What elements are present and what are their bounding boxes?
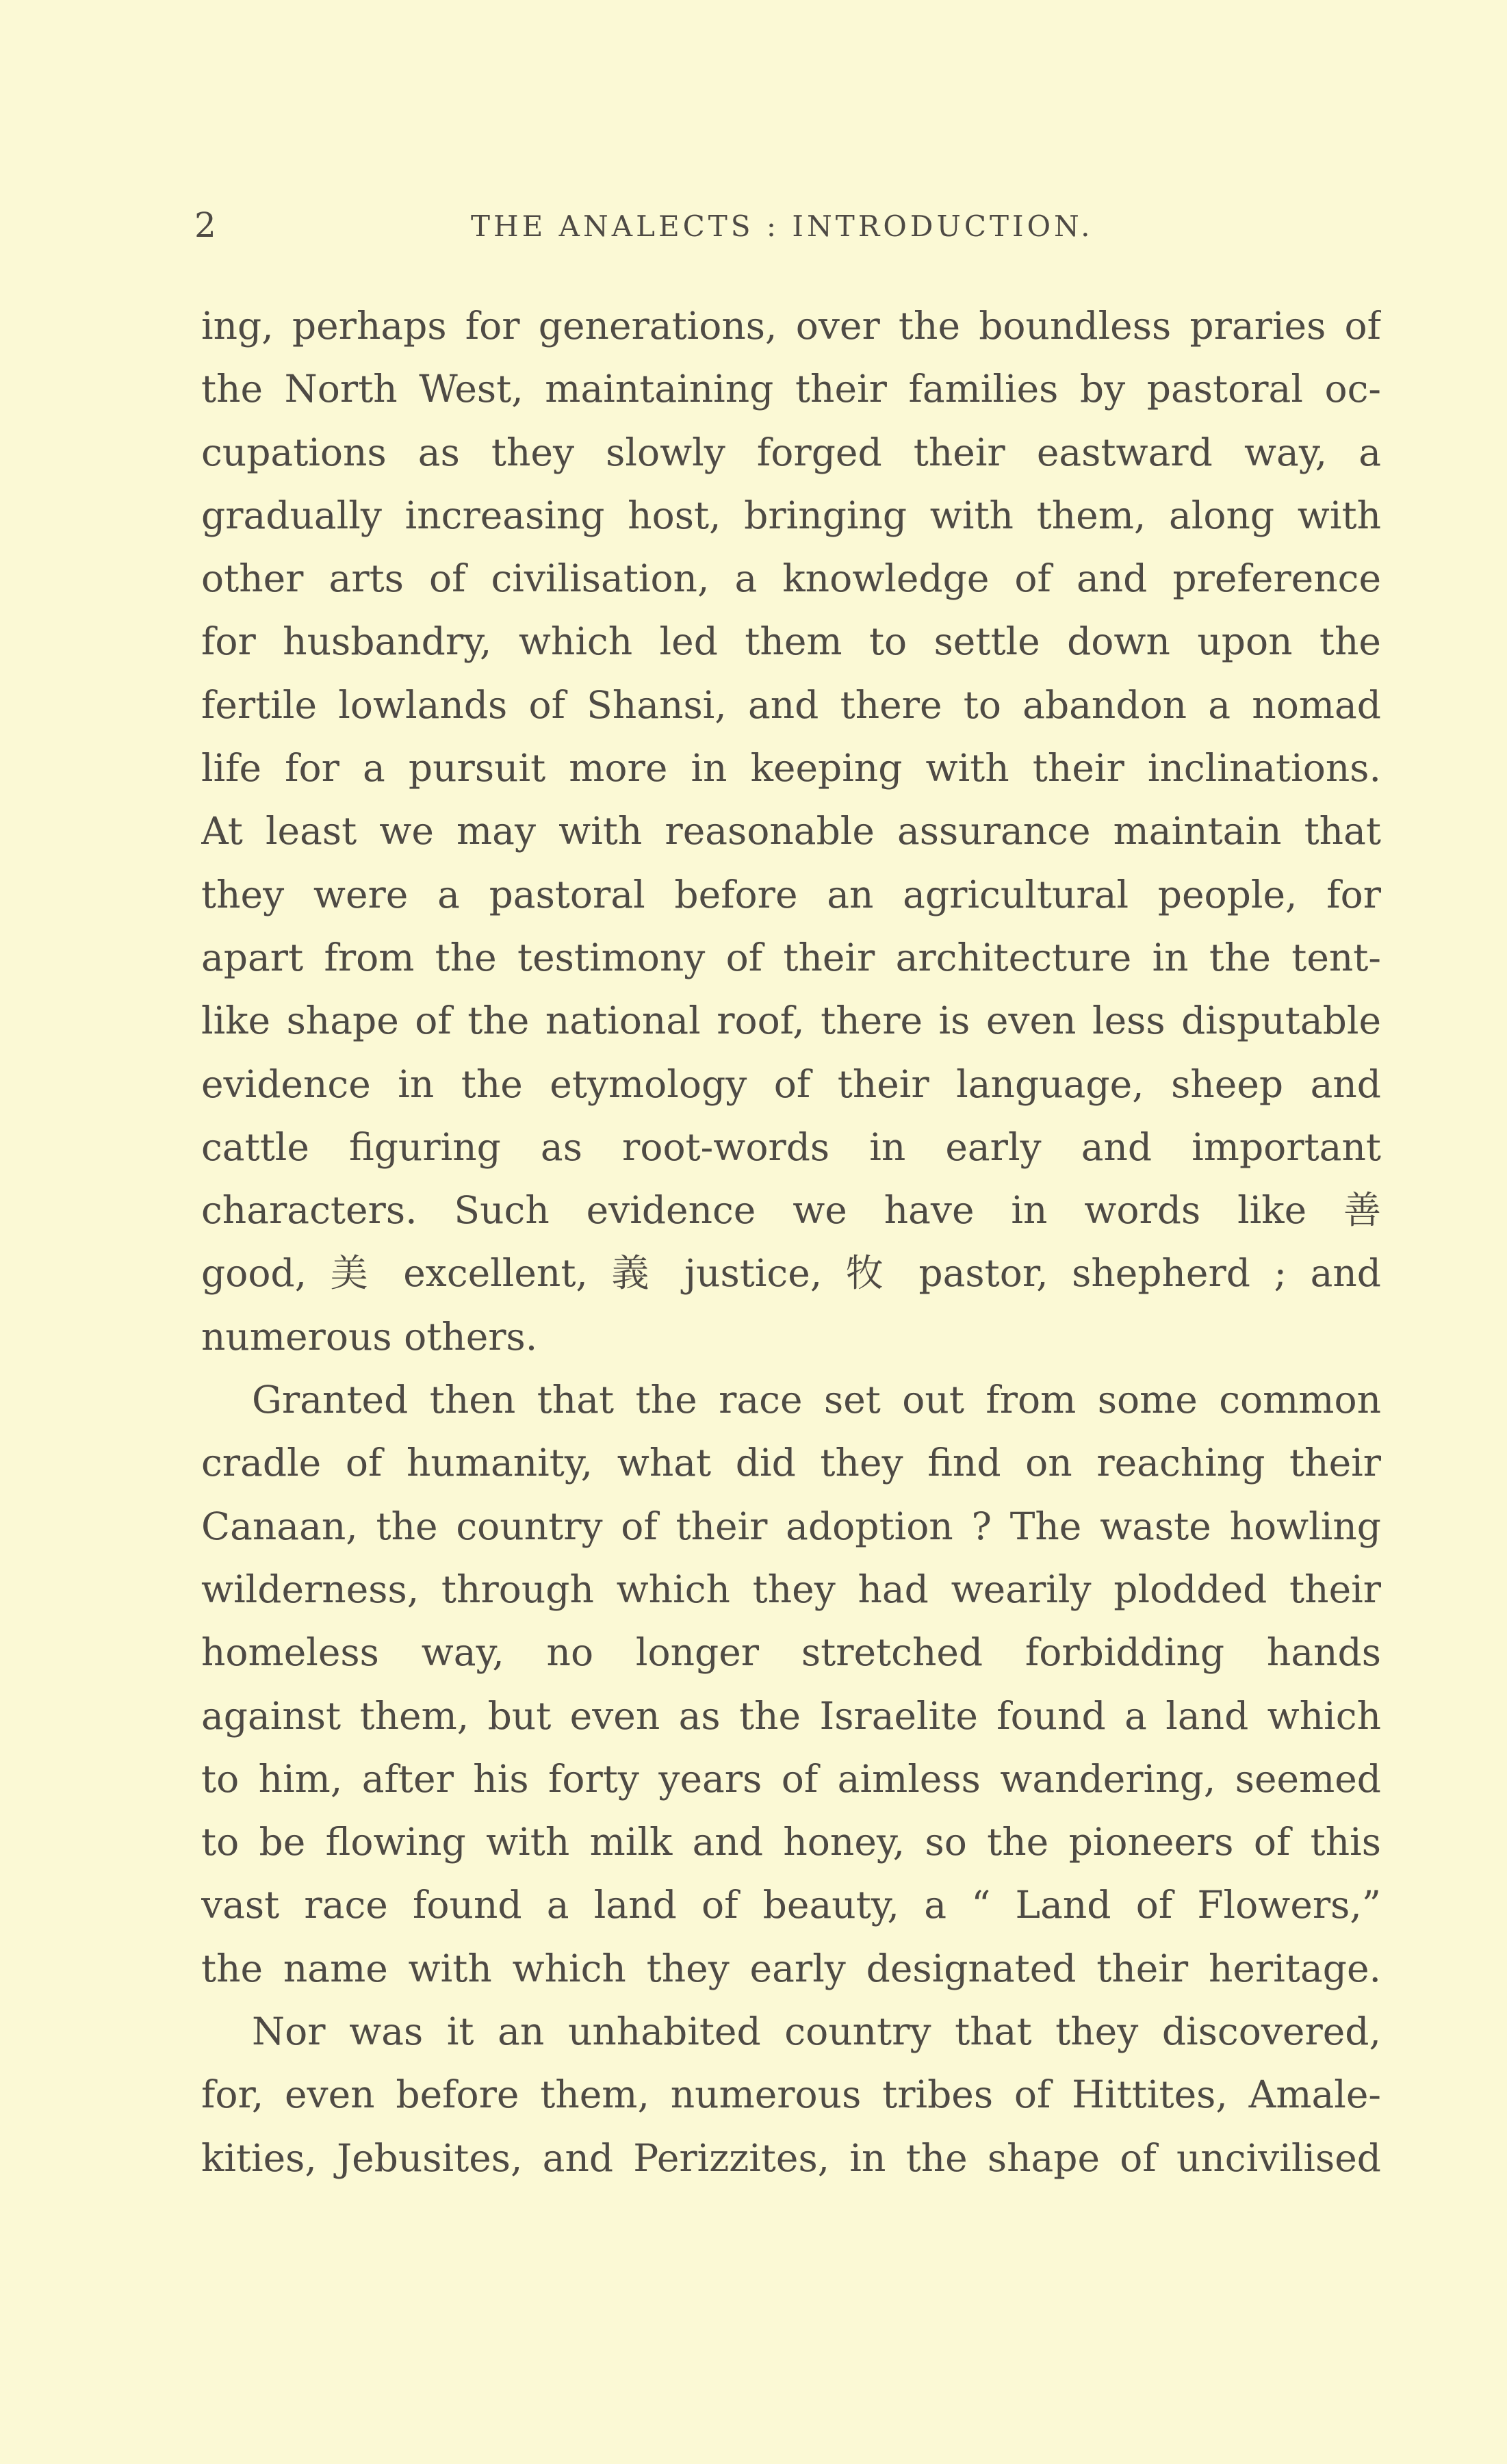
text-line: ing, perhaps for generations, over the boundless praries of <box>201 304 1381 348</box>
text-line: they were a pastoral before an agricultural people, for <box>201 872 1381 916</box>
running-head: THE ANALECTS : INTRODUCTION. <box>471 209 1094 243</box>
text-line: against them, but even as the Israelite found a land which <box>201 1693 1381 1738</box>
body-text <box>201 294 1381 2190</box>
text-line: vast race found a land of beauty, a “ Land of Flowers,” <box>201 1883 1381 1927</box>
text-line: apart from the testimony of their architecture in the tent- <box>201 935 1381 979</box>
text-line: good, 美 excellent, 義 justice, 牧 pastor, shepherd ; and <box>201 1251 1381 1296</box>
text-line: Canaan, the country of their adoption ? The waste howling <box>201 1504 1381 1548</box>
text-line: characters. Such evidence we have in words like 善 <box>201 1188 1381 1233</box>
text-line: to him, after his forty years of aimless wandering, seemed <box>201 1756 1381 1801</box>
text-line: for husbandry, which led them to settle down upon the <box>201 619 1381 664</box>
text-line: other arts of civilisation, a knowledge of and preference <box>201 556 1381 601</box>
text-line: to be flowing with milk and honey, so the pioneers of this <box>201 1820 1381 1864</box>
text-line: for, even before them, numerous tribes of Hittites, Amale- <box>201 2072 1381 2117</box>
text-line: the North West, maintaining their families by pastoral oc- <box>201 367 1381 411</box>
text-line: the name with which they early designated their heritage. <box>201 1946 1381 1990</box>
text-line: life for a pursuit more in keeping with their inclinations. <box>201 746 1381 791</box>
text-line: fertile lowlands of Shansi, and there to abandon a nomad <box>201 682 1381 727</box>
text-line: like shape of the national roof, there is even less disputable <box>201 999 1381 1043</box>
text-line: cattle figuring as root-words in early and important <box>201 1125 1381 1169</box>
text-line: wilderness, through which they had wearily plodded their <box>201 1567 1381 1611</box>
page-number: 2 <box>194 205 216 245</box>
text-line: numerous others. <box>201 1314 538 1359</box>
text-line: Granted then that the race set out from some common <box>252 1378 1381 1422</box>
text-line: Nor was it an unhabited country that they discovered, <box>252 2010 1381 2054</box>
text-line: gradually increasing host, bringing with them, along with <box>201 493 1381 537</box>
text-line: cradle of humanity, what did they find on reaching their <box>201 1441 1381 1485</box>
text-line: kities, Jebusites, and Perizzites, in the shape of uncivilised <box>201 2135 1381 2180</box>
text-line: At least we may with reasonable assurance maintain that <box>201 809 1381 854</box>
text-line: evidence in the etymology of their language, sheep and <box>201 1062 1381 1106</box>
text-line: cupations as they slowly forged their eastward way, a <box>201 430 1381 474</box>
text-line: homeless way, no longer stretched forbidding hands <box>201 1630 1381 1675</box>
